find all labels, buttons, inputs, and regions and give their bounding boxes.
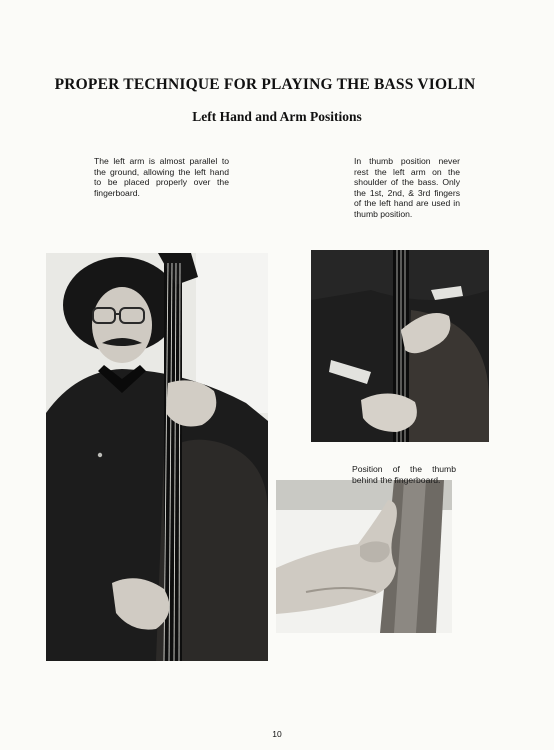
photo-thumb-position: [311, 250, 489, 442]
caption-thumb-behind-fingerboard: Position of the thumb behind the fingerboard.: [352, 464, 456, 485]
page-title: PROPER TECHNIQUE FOR PLAYING THE BASS VIOLIN: [54, 76, 476, 93]
section-subtitle: Left Hand and Arm Positions: [192, 109, 362, 124]
caption-thumb-position: In thumb position never rest the left arm on the shoulder of the bass. Only the 1st, 2nd, & 3rd fingers of the left hand are used in thumb position.: [354, 156, 460, 219]
photo-bassist-with-bass: [46, 253, 268, 661]
caption-left-arm: The left arm is almost parallel to the ground, allowing the left hand to be placed properly over the fingerboard.: [94, 156, 229, 198]
photo-thumb-closeup: [276, 480, 452, 633]
page-number: 10: [272, 729, 282, 739]
